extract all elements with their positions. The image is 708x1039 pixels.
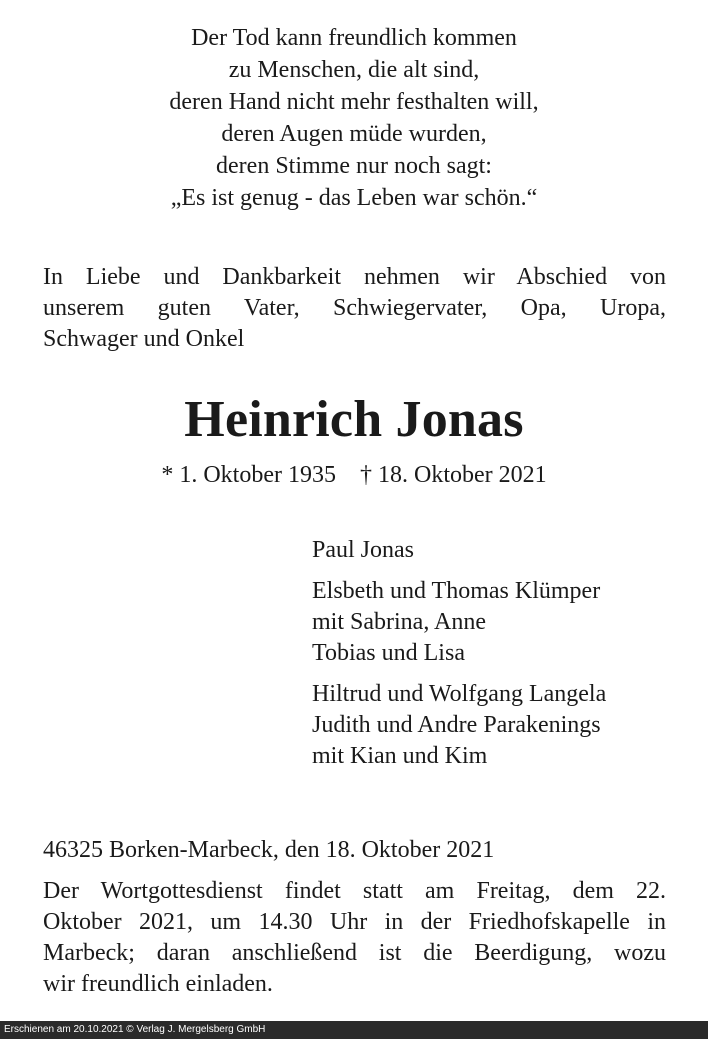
footer-text: Erschienen am 20.10.2021 © Verlag J. Mergelsberg GmbH (4, 1024, 266, 1035)
service-line: Der Wortgottesdienst findet statt am Freitag, dem 22. (43, 878, 666, 904)
poem-line: deren Augen müde wurden, (221, 121, 487, 147)
service-line: wir freundlich einladen. (43, 971, 273, 997)
service-line: Marbeck; daran anschließend ist die Beerdigung, wozu (43, 940, 666, 966)
intro-line: Schwager und Onkel (43, 326, 245, 352)
poem-line: zu Menschen, die alt sind, (228, 57, 480, 83)
mourner-line: Hiltrud und Wolfgang Langela (312, 681, 607, 707)
mourner-line: mit Kian und Kim (312, 743, 488, 769)
mourner-line: mit Sabrina, Anne (312, 609, 486, 635)
mourners-list (312, 535, 692, 782)
poem-line: Der Tod kann freundlich kommen (191, 25, 517, 51)
mourner-group (312, 679, 692, 772)
place-and-date: 46325 Borken-Marbeck, den 18. Oktober 2021 (43, 837, 495, 863)
poem (0, 22, 708, 214)
mourner-line: Tobias und Lisa (312, 640, 465, 666)
poem-line: „Es ist genug - das Leben war schön.“ (170, 185, 538, 211)
mourner-group (312, 535, 692, 566)
poem-line: deren Stimme nur noch sagt: (216, 153, 492, 179)
mourner-line: Paul Jonas (312, 537, 414, 563)
mourner-line: Judith und Andre Parakenings (312, 712, 601, 738)
service-line: Oktober 2021, um 14.30 Uhr in der Friedhofskapelle in (43, 909, 666, 935)
mourner-line: Elsbeth und Thomas Klümper (312, 578, 601, 604)
mourner-group (312, 576, 692, 669)
intro-text (43, 262, 666, 355)
publication-footer (0, 1021, 708, 1039)
deceased-name: Heinrich Jonas (184, 391, 524, 448)
intro-line: In Liebe und Dankbarkeit nehmen wir Abschied von (43, 264, 666, 290)
service-info (43, 876, 666, 1000)
life-dates: * 1. Oktober 1935 † 18. Oktober 2021 (161, 462, 547, 488)
intro-line: unserem guten Vater, Schwiegervater, Opa, Uropa, (43, 295, 666, 321)
poem-line: deren Hand nicht mehr festhalten will, (169, 89, 539, 115)
